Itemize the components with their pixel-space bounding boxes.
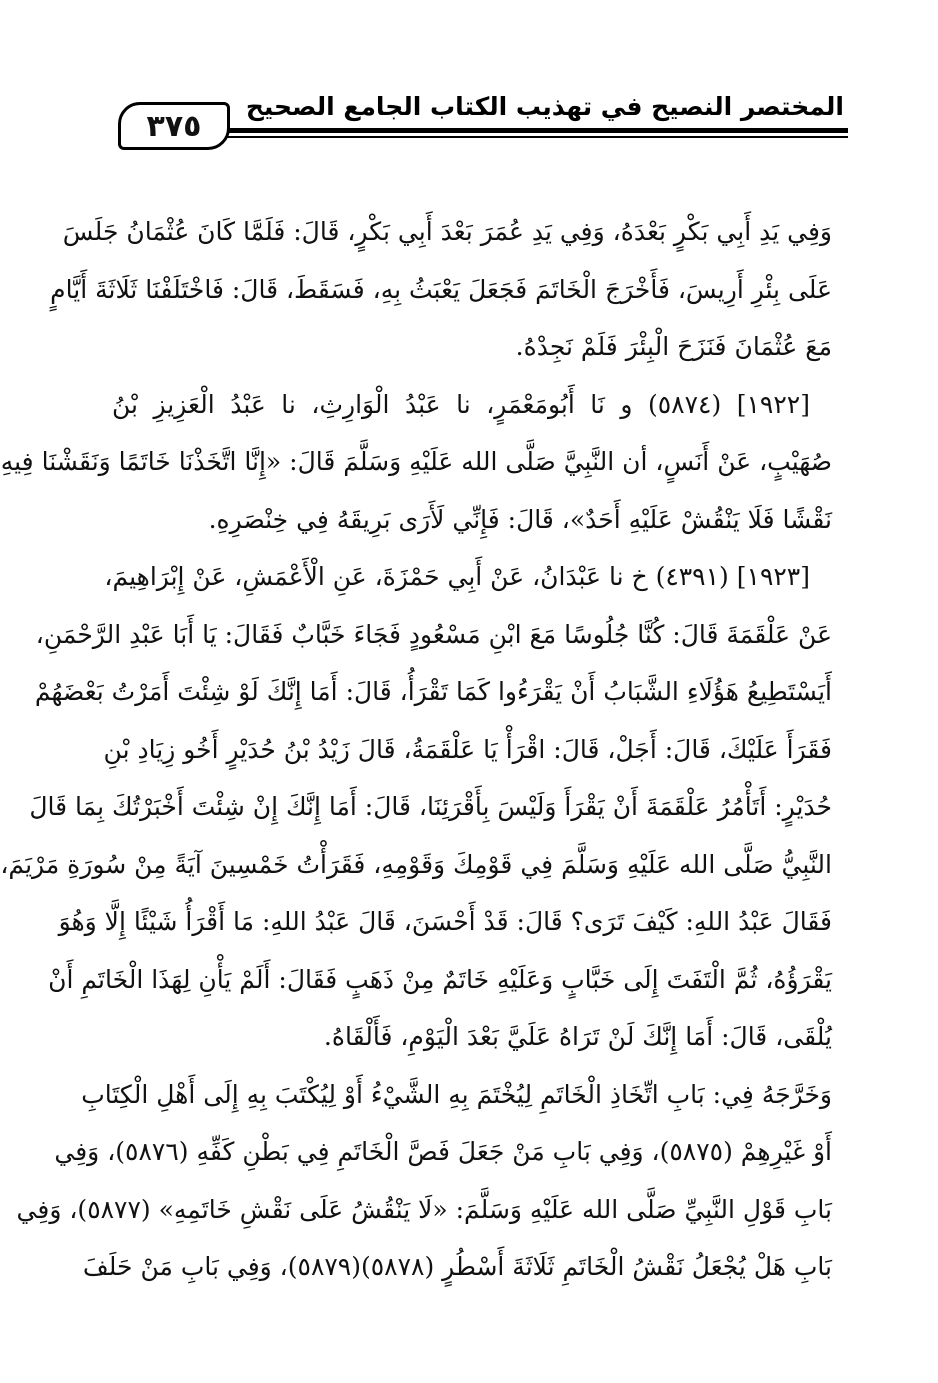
text-line: أَيَسْتَطِيعُ هَؤُلَاءِ الشَّبَابُ أَنْ يَقْرَءُوا كَمَا تَقْرَأُ، قَالَ: أَمَا إِنَّكَ لَوْ شِئْتَ أَمَرْتُ بَعْضَهُمْ [34, 677, 832, 706]
hadith-line: [١٩٢٢] (٥٨٧٤) و نَا أَبُومَعْمَرٍ، نا عَبْدُ الْوَارِثِ، نا عَبْدُ الْعَزِيزِ بْنُ [112, 389, 810, 419]
header-rule [226, 128, 848, 133]
hadith-line: [١٩٢٣] (٤٣٩١) خ نا عَبْدَانُ، عَنْ أَبِي حَمْزَةَ، عَنِ الْأَعْمَشِ، عَنْ إِبْرَاهِيمَ، [104, 562, 810, 591]
text-line: عَنْ عَلْقَمَةَ قَالَ: كُنَّا جُلُوسًا مَعَ ابْنِ مَسْعُودٍ فَجَاءَ خَبَّابٌ فَقَالَ: يَا أَبَا عَبْدِ الرَّحْمَنِ، [35, 619, 832, 649]
text-line: النَّبِيُّ صَلَّى الله عَلَيْهِ وَسَلَّمَ فِي قَوْمِكَ وَقَوْمِهِ، فَقَرَأْتُ خَمْسِينَ آيَةً مِنْ سُورَةِ مَرْيَمَ، [0, 849, 832, 879]
text-line: وَفِي يَدِ أَبِي بَكْرٍ بَعْدَهُ، وَفِي يَدِ عُمَرَ بَعْدَ أَبِي بَكْرٍ، قَالَ: فَلَمَّا كَانَ عُثْمَانُ جَلَسَ [62, 217, 832, 246]
text-line: فَقَرَأَ عَلَيْكَ، قَالَ: أَجَلْ، قَالَ: اقْرَأْ يَا عَلْقَمَةُ، قَالَ زَيْدُ بْنُ حُدَيْرٍ أَخُو زِيَادِ بْنِ [103, 734, 832, 764]
text-line: يُلْقَى، قَالَ: أَمَا إِنَّكَ لَنْ تَرَاهُ عَلَيَّ بَعْدَ الْيَوْمِ، فَأَلْقَاهُ. [323, 1022, 832, 1051]
page-header [118, 92, 848, 154]
text-line: أَوْ غَيْرِهِمْ (٥٨٧٥)، وَفِي بَابِ مَنْ جَعَلَ فَصَّ الْخَاتَمِ فِي بَطْنِ كَفِّهِ (٥٨٧٦)، وَفِي [54, 1137, 832, 1166]
text-line: صُهَيْبٍ، عَنْ أَنَسٍ، أن النَّبِيَّ صَلَّى الله عَلَيْهِ وَسَلَّمَ قَالَ: «إِنَّا اتَّخَذْنَا خَاتَمًا وَنَقَشْنَا فِيهِ [0, 447, 832, 476]
text-line: مَعَ عُثْمَانَ فَنَزَحَ الْبِئْرَ فَلَمْ نَجِدْهُ. [515, 332, 832, 361]
running-title: المختصر النصيح في تهذيب الكتاب الجامع الصحيح [245, 92, 844, 121]
page-number-frame [118, 102, 230, 150]
text-line: وَخَرَّجَهُ فِي: بَابِ اتِّخَاذِ الْخَاتَمِ لِيُخْتَمَ بِهِ الشَّيْءُ أَوْ لِيُكْتَبَ بِهِ إِلَى أَهْلِ الْكِتَابِ [81, 1079, 832, 1109]
text-line: عَلَى بِئْرِ أَرِيسَ، فَأَخْرَجَ الْخَاتَمَ فَجَعَلَ يَعْبَثُ بِهِ، فَسَقَطَ، قَالَ: فَاخْتَلَفْنَا ثَلَاثَةَ أَيَّامٍ [50, 274, 832, 304]
text-line: يَقْرَؤُهُ، ثُمَّ الْتَفَتَ إِلَى خَبَّابٍ وَعَلَيْهِ خَاتَمٌ مِنْ ذَهَبٍ فَقَالَ: أَلَمْ يَأْنِ لِهَذَا الْخَاتَمِ أَنْ [48, 964, 832, 994]
text-line: فَقَالَ عَبْدُ اللهِ: كَيْفَ تَرَى؟ قَالَ: قَدْ أَحْسَنَ، قَالَ عَبْدُ اللهِ: مَا أَقْرَأُ شَيْئًا إِلَّا وَهُوَ [58, 907, 832, 936]
text-line: بَابِ قَوْلِ النَّبِيِّ صَلَّى الله عَلَيْهِ وَسَلَّمَ: «لَا يَنْقُشُ عَلَى نَقْشِ خَاتَمِهِ» (٥٨٧٧)، وَفِي [16, 1194, 832, 1224]
page-body [0, 203, 832, 1296]
text-line: بَابِ هَلْ يُجْعَلُ نَقْشُ الْخَاتَمِ ثَلَاثَةَ أَسْطُرٍ (٥٨٧٨)(٥٨٧٩)، وَفِي بَابِ مَنْ حَلَفَ [82, 1252, 832, 1281]
page-number: ٣٧٥ [146, 108, 202, 144]
header-rule-thin [226, 136, 848, 138]
text-line: نَقْشًا فَلَا يَنْقُشْ عَلَيْهِ أَحَدٌ»، قَالَ: فَإِنِّي لَأَرَى بَرِيقَهُ فِي خِنْصَرِهِ. [208, 504, 832, 534]
text-line: حُدَيْرٍ: أَتَأْمُرُ عَلْقَمَةَ أَنْ يَقْرَأَ وَلَيْسَ بِأَقْرَئِنَا، قَالَ: أَمَا إِنَّكَ إِنْ شِئْتَ أَخْبَرْتُكَ بِمَا قَالَ [29, 792, 832, 821]
